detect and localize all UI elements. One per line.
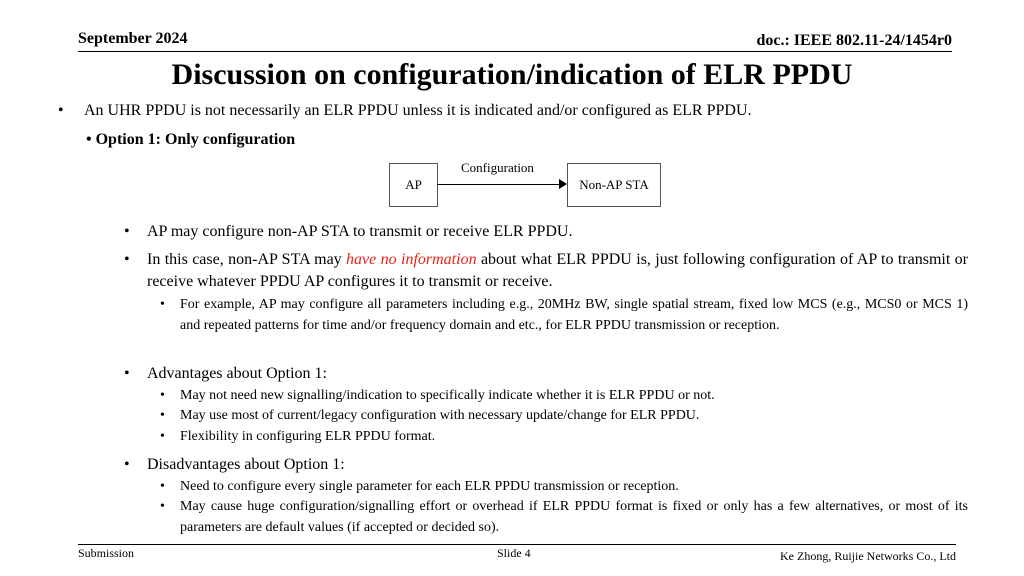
advantages-heading <box>124 363 968 385</box>
disadvantages-heading <box>124 454 968 476</box>
footer-slide-number: Slide 4 <box>497 546 531 560</box>
bullet-dot: • <box>86 131 96 148</box>
configuration-diagram <box>389 160 661 208</box>
bullet-dot: • <box>124 365 130 382</box>
disadvantage-item <box>160 476 968 497</box>
sub-bullet-example <box>160 294 968 336</box>
bullet-dot: • <box>160 388 165 403</box>
bullet-dot: • <box>160 499 165 514</box>
advantage-item <box>160 405 968 426</box>
bullet-dot: • <box>124 456 130 473</box>
option-heading <box>86 131 295 149</box>
disadvantage-item <box>160 496 968 538</box>
footer-divider <box>78 544 956 545</box>
arrow-line <box>437 184 563 185</box>
arrow-label: Configuration <box>461 160 534 175</box>
arrowhead-icon <box>559 179 567 189</box>
bullet-configure <box>124 221 968 243</box>
advantage-text: May not need new signalling/indication to specifically indicate whether it is ELR PPDU or not. <box>180 388 715 403</box>
footer-submission: Submission <box>78 546 135 560</box>
advantages-heading-text: Advantages about Option 1: <box>147 365 327 382</box>
bullet-dot: • <box>58 102 64 119</box>
disadvantage-text: Need to configure every single parameter for each ELR PPDU transmission or reception. <box>180 479 679 494</box>
footer-author: Ke Zhong, Ruijie Networks Co., Ltd <box>780 549 956 563</box>
option-heading-text: Option 1: Only configuration <box>95 131 296 148</box>
advantage-text: May use most of current/legacy configuration with necessary update/change for ELR PPDU. <box>180 408 700 423</box>
text-segment: In this case, non-AP STA may <box>147 251 347 268</box>
advantage-item <box>160 426 968 447</box>
header-divider <box>78 51 952 52</box>
header-date: September 2024 <box>78 30 188 47</box>
bullet-dot: • <box>160 408 165 423</box>
bullet-dot: • <box>160 479 165 494</box>
advantage-text: Flexibility in configuring ELR PPDU format. <box>180 429 436 444</box>
intro-text: An UHR PPDU is not necessarily an ELR PPDU unless it is indicated and/or configured as ELR PPDU. <box>84 102 752 119</box>
disadvantages-heading-text: Disadvantages about Option 1: <box>147 456 345 473</box>
advantage-item <box>160 385 968 406</box>
bullet-configure-text: AP may configure non-AP STA to transmit or receive ELR PPDU. <box>147 223 573 240</box>
bullet-dot: • <box>160 297 165 312</box>
header-doc-id: doc.: IEEE 802.11-24/1454r0 <box>756 32 952 49</box>
bullet-no-information <box>124 249 968 293</box>
bullet-dot: • <box>124 251 130 268</box>
slide-title: Discussion on configuration/indication of ELR PPDU <box>171 58 853 91</box>
ap-box: AP <box>389 163 438 207</box>
text-segment: about what ELR PPDU is, just following configuration of AP to transmit or receive whatever PPDU AP configures it to transmit or receive. <box>147 251 968 290</box>
emphasis-text: have no information <box>346 251 477 268</box>
bullet-dot: • <box>124 223 130 240</box>
disadvantage-text: May cause huge configuration/signalling effort or overhead if ELR PPDU format is fixed or only has a few alternatives, or most of its parameters are default values (if accepted or decided so). <box>180 499 968 535</box>
non-ap-sta-box: Non-AP STA <box>567 163 661 207</box>
bullet-dot: • <box>160 429 165 444</box>
sub-bullet-example-text: For example, AP may configure all parameters including e.g., 20MHz BW, single spatial stream, fixed low MCS (e.g., MCS0 or MCS 1) and repeated patterns for time and/or frequency domain and etc., for ELR PPDU transmission or reception. <box>180 297 968 333</box>
bullet-no-information-text <box>147 249 968 293</box>
